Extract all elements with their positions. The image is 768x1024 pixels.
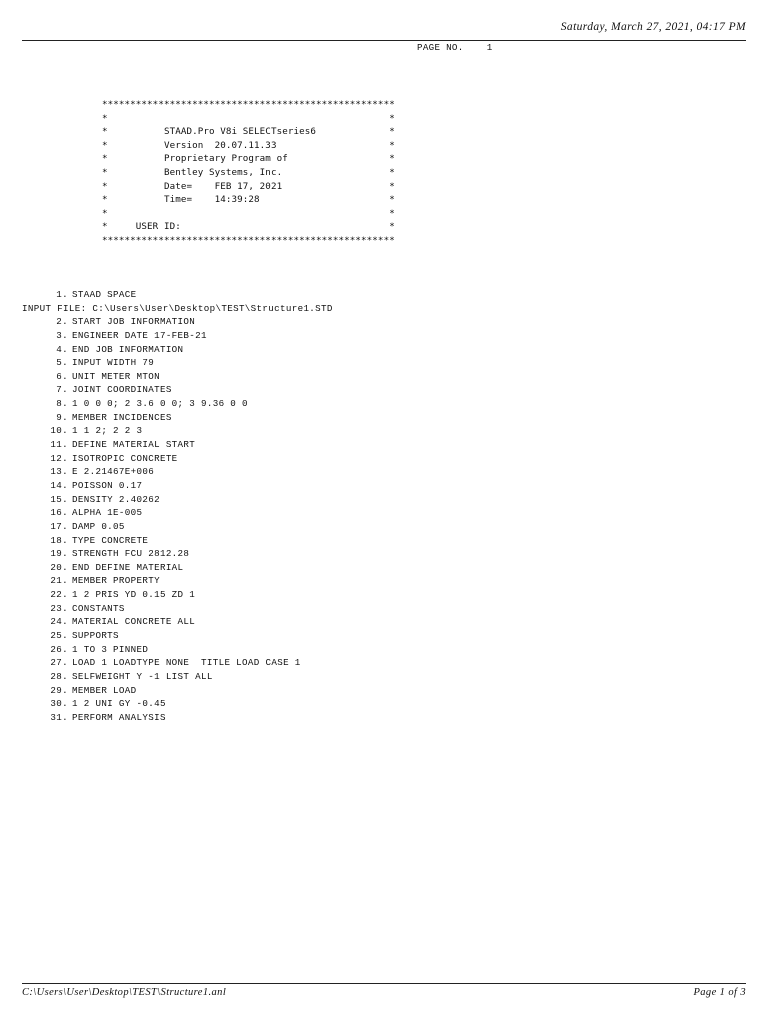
command-text: POISSON 0.17 <box>72 479 143 491</box>
line-number: 13. <box>50 466 68 478</box>
line-number: 18. <box>50 534 68 546</box>
command-text: E 2.21467E+006 <box>72 466 155 478</box>
line-number: 29. <box>50 684 68 696</box>
header-rule <box>22 40 746 41</box>
command-text: START JOB INFORMATION <box>72 316 196 328</box>
line-number: 7. <box>56 384 68 396</box>
banner-line: * Date= FEB 17, 2021 * <box>102 180 395 192</box>
listing-line <box>22 520 333 534</box>
command-text: CONSTANTS <box>72 602 125 614</box>
line-number: 16. <box>50 507 68 519</box>
listing-line <box>22 711 333 725</box>
listing-line <box>22 493 333 507</box>
banner-line: * Proprietary Program of * <box>102 153 395 165</box>
line-number: 15. <box>50 493 68 505</box>
banner-line: * Version 20.07.11.33 * <box>102 139 395 151</box>
line-number: 5. <box>56 357 68 369</box>
line-number: 6. <box>56 370 68 382</box>
command-text: INPUT WIDTH 79 <box>72 357 155 369</box>
footer-rule <box>22 983 746 984</box>
footer-file-path: C:\Users\User\Desktop\TEST\Structure1.anl <box>22 987 227 998</box>
input-file-line: INPUT FILE: C:\Users\User\Desktop\TEST\Structure1.STD <box>22 302 333 314</box>
line-number: 27. <box>50 657 68 669</box>
line-number: 26. <box>50 643 68 655</box>
line-number: 22. <box>50 589 68 601</box>
command-text: 1 1 2; 2 2 3 <box>72 425 143 437</box>
listing-line <box>22 424 333 438</box>
listing-line <box>22 288 333 302</box>
listing-line <box>22 574 333 588</box>
listing-line <box>22 438 333 452</box>
command-text: 1 0 0 0; 2 3.6 0 0; 3 9.36 0 0 <box>72 398 248 410</box>
command-text: DEFINE MATERIAL START <box>72 439 196 451</box>
line-number: 19. <box>50 548 68 560</box>
banner-line: * Bentley Systems, Inc. * <box>102 166 395 178</box>
banner-line: * * <box>102 112 395 124</box>
listing-line <box>22 452 333 466</box>
line-number: 2. <box>56 316 68 328</box>
banner-line: **************************************************** <box>102 99 395 110</box>
command-text: ISOTROPIC CONCRETE <box>72 452 178 464</box>
line-number: 4. <box>56 343 68 355</box>
listing-line <box>22 697 333 711</box>
line-number: 3. <box>56 329 68 341</box>
listing-line <box>22 629 333 643</box>
listing-line <box>22 302 333 316</box>
command-text: STRENGTH FCU 2812.28 <box>72 548 190 560</box>
listing-line <box>22 684 333 698</box>
footer-page-count: Page 1 of 3 <box>693 987 746 998</box>
banner-line: * * <box>102 207 395 219</box>
listing-line <box>22 479 333 493</box>
line-number: 30. <box>50 698 68 710</box>
banner-line: * USER ID: * <box>102 221 395 233</box>
line-number: 28. <box>50 670 68 682</box>
command-text: JOINT COORDINATES <box>72 384 172 396</box>
line-number: 10. <box>50 425 68 437</box>
line-number: 23. <box>50 602 68 614</box>
listing-line <box>22 534 333 548</box>
command-text: ALPHA 1E-005 <box>72 507 143 519</box>
listing-line <box>22 506 333 520</box>
listing-line <box>22 602 333 616</box>
line-number: 20. <box>50 561 68 573</box>
command-text: TYPE CONCRETE <box>72 534 149 546</box>
banner-line: **************************************************** <box>102 234 395 246</box>
line-number: 11. <box>50 439 68 451</box>
listing-line <box>22 656 333 670</box>
command-text: 1 2 UNI GY -0.45 <box>72 698 166 710</box>
listing-line <box>22 370 333 384</box>
command-text: END JOB INFORMATION <box>72 343 184 355</box>
listing-line <box>22 643 333 657</box>
command-text: MEMBER PROPERTY <box>72 575 160 587</box>
listing-line <box>22 356 333 370</box>
listing-line <box>22 615 333 629</box>
listing-line <box>22 670 333 684</box>
command-text: UNIT METER MTON <box>72 370 160 382</box>
line-number: 12. <box>50 452 68 464</box>
line-number: 14. <box>50 479 68 491</box>
command-text: SELFWEIGHT Y -1 LIST ALL <box>72 670 213 682</box>
listing-line <box>22 315 333 329</box>
listing-line <box>22 588 333 602</box>
page-number: PAGE NO. 1 <box>417 42 493 53</box>
line-number: 25. <box>50 630 68 642</box>
line-number: 31. <box>50 711 68 723</box>
listing-line <box>22 561 333 575</box>
staad-banner <box>102 98 395 248</box>
line-number: 9. <box>56 411 68 423</box>
command-text: PERFORM ANALYSIS <box>72 711 166 723</box>
input-listing <box>22 288 333 725</box>
listing-line <box>22 397 333 411</box>
line-number: 21. <box>50 575 68 587</box>
command-text: LOAD 1 LOADTYPE NONE TITLE LOAD CASE 1 <box>72 657 301 669</box>
line-number: 17. <box>50 520 68 532</box>
command-text: SUPPORTS <box>72 630 119 642</box>
command-text: 1 2 PRIS YD 0.15 ZD 1 <box>72 589 196 601</box>
command-text: ENGINEER DATE 17-FEB-21 <box>72 329 207 341</box>
listing-line <box>22 329 333 343</box>
listing-line <box>22 547 333 561</box>
listing-line <box>22 343 333 357</box>
command-text: 1 TO 3 PINNED <box>72 643 149 655</box>
print-timestamp: Saturday, March 27, 2021, 04:17 PM <box>560 21 746 33</box>
command-text: MEMBER INCIDENCES <box>72 411 172 423</box>
command-text: END DEFINE MATERIAL <box>72 561 184 573</box>
command-text: MATERIAL CONCRETE ALL <box>72 616 196 628</box>
listing-line <box>22 411 333 425</box>
banner-line: * STAAD.Pro V8i SELECTseries6 * <box>102 126 395 138</box>
command-text: DAMP 0.05 <box>72 520 125 532</box>
command-text: STAAD SPACE <box>72 289 137 300</box>
line-number: 8. <box>56 398 68 410</box>
listing-line <box>22 465 333 479</box>
command-text: DENSITY 2.40262 <box>72 493 160 505</box>
listing-line <box>22 383 333 397</box>
banner-line: * Time= 14:39:28 * <box>102 194 395 206</box>
line-number: 24. <box>50 616 68 628</box>
command-text: MEMBER LOAD <box>72 684 137 696</box>
line-number: 1. <box>56 289 68 300</box>
